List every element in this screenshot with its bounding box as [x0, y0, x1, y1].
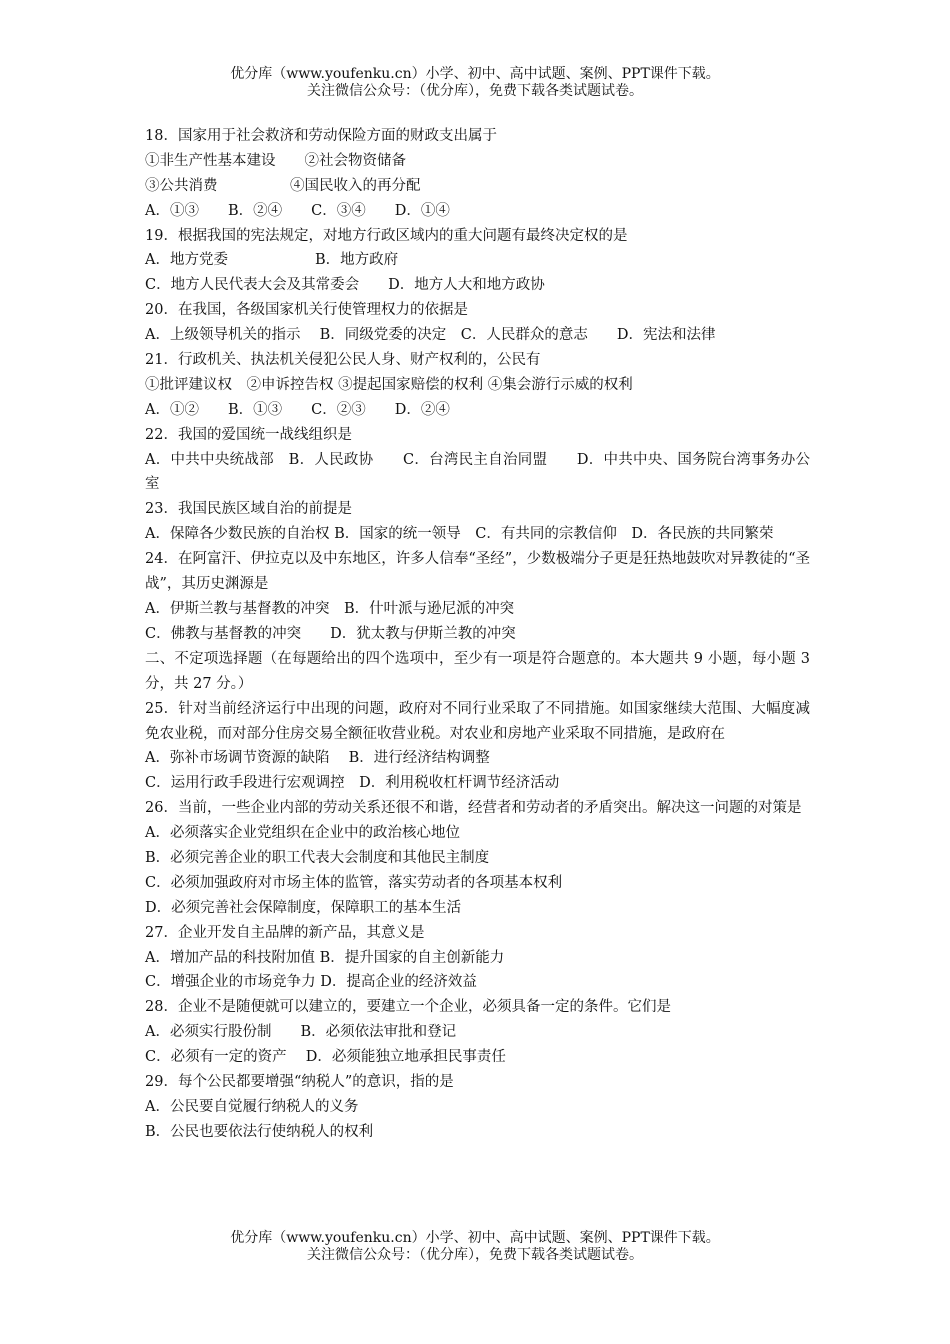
- question-20-stem: 20．在我国，各级国家机关行使管理权力的依据是: [145, 302, 468, 319]
- question-22-stem: 22．我国的爱国统一战线组织是: [145, 426, 352, 443]
- question-26-option-a: A．必须落实企业党组织在企业中的政治核心地位: [145, 825, 460, 842]
- question-24-options-2: C．佛教与基督教的冲突 D．犹太教与伊斯兰教的冲突: [145, 625, 516, 642]
- question-29-option-a: A．公民要自觉履行纳税人的义务: [145, 1098, 359, 1115]
- question-25-stem: 25．针对当前经济运行中出现的问题，政府对不同行业采取了不同措施。如国家继续大范围、大幅度减免农业税，而对部分住房交易全额征收营业税。对农业和房地产业采取不同措施，是政府在: [145, 700, 810, 742]
- header-line-2: 关注微信公众号：（优分库），免费下载各类试题试卷。: [307, 83, 643, 99]
- question-23-stem: 23．我国民族区域自治的前提是: [145, 501, 352, 518]
- question-18-items-1: ①非生产性基本建设 ②社会物资储备: [145, 152, 406, 169]
- question-24-stem: 24．在阿富汗、伊拉克以及中东地区，许多人信奉“圣经”，少数极端分子更是狂热地鼓吹对异教徒的“圣战”，其历史渊源是: [145, 551, 810, 593]
- footer-line-1: 优分库（www.youfenku.cn）小学、初中、高中试题、案例、PPT课件下载。: [230, 1230, 720, 1246]
- question-24-options-1: A．伊斯兰教与基督教的冲突 B．什叶派与逊尼派的冲突: [145, 601, 515, 617]
- question-23-options: A．保障各少数民族的自治权 B．国家的统一领导 C．有共同的宗教信仰 D．各民族的共同繁荣: [145, 526, 774, 543]
- question-19-options-2: C．地方人民代表大会及其常委会 D．地方人大和地方政协: [145, 277, 545, 294]
- question-26-option-c: C．必须加强政府对市场主体的监管，落实劳动者的各项基本权利: [145, 874, 563, 891]
- question-28-options-2: C．必须有一定的资产 D．必须能独立地承担民事责任: [145, 1049, 506, 1066]
- question-19-options-1: A．地方党委 B．地方政府: [145, 252, 399, 269]
- question-21-items: ①批评建议权 ②申诉控告权 ③提起国家赔偿的权利 ④集会游行示威的权利: [145, 376, 633, 393]
- question-28-stem: 28．企业不是随便就可以建立的，要建立一个企业，必须具备一定的条件。它们是: [145, 999, 671, 1016]
- question-27-stem: 27．企业开发自主品牌的新产品，其意义是: [145, 924, 425, 941]
- question-25-options-2: C．运用行政手段进行宏观调控 D．利用税收杠杆调节经济活动: [145, 775, 560, 792]
- question-18-items-2: ③公共消费 ④国民收入的再分配: [145, 177, 421, 194]
- question-26-option-b: B．必须完善企业的职工代表大会制度和其他民主制度: [145, 849, 490, 866]
- question-25-options-1: A．弥补市场调节资源的缺陷 B．进行经济结构调整: [145, 750, 490, 767]
- question-18-options: A．①③ B．②④ C．③④ D．①④: [145, 202, 450, 219]
- page-header: [0, 66, 950, 100]
- question-22-options: A．中共中央统战部 B．人民政协 C．台湾民主自治同盟 D．中共中央、国务院台湾事务办公室: [145, 451, 810, 493]
- question-28-options-1: A．必须实行股份制 B．必须依法审批和登记: [145, 1024, 457, 1041]
- page-footer: [0, 1230, 950, 1264]
- question-21-stem: 21．行政机关、执法机关侵犯公民人身、财产权利的，公民有: [145, 352, 541, 369]
- question-29-option-b: B．公民也要依法行使纳税人的权利: [145, 1123, 374, 1140]
- question-19-stem: 19．根据我国的宪法规定，对地方行政区域内的重大问题有最终决定权的是: [145, 227, 628, 244]
- question-20-options: A．上级领导机关的指示 B．同级党委的决定 C．人民群众的意志 D．宪法和法律: [145, 327, 716, 344]
- question-27-options-2: C．增强企业的市场竞争力 D．提高企业的经济效益: [145, 974, 477, 991]
- exam-content: [145, 124, 810, 1145]
- question-26-stem: 26．当前，一些企业内部的劳动关系还很不和谐，经营者和劳动者的矛盾突出。解决这一问题的对策是: [145, 800, 802, 817]
- question-26-option-d: D．必须完善社会保障制度，保障职工的基本生活: [145, 899, 462, 916]
- question-21-options: A．①② B．①③ C．②③ D．②④: [145, 401, 450, 418]
- question-29-stem: 29．每个公民都要增强“纳税人”的意识，指的是: [145, 1074, 454, 1090]
- section-2-heading: 二、不定项选择题（在每题给出的四个选项中，至少有一项是符合题意的。本大题共 9 小题，每小题 3 分，共 27 分。）: [145, 650, 810, 692]
- footer-line-2: 关注微信公众号：（优分库），免费下载各类试题试卷。: [307, 1247, 643, 1263]
- question-18-stem: 18．国家用于社会救济和劳动保险方面的财政支出属于: [145, 128, 497, 144]
- question-27-options-1: A．增加产品的科技附加值 B．提升国家的自主创新能力: [145, 949, 505, 966]
- header-line-1: 优分库（www.youfenku.cn）小学、初中、高中试题、案例、PPT课件下载。: [230, 66, 720, 82]
